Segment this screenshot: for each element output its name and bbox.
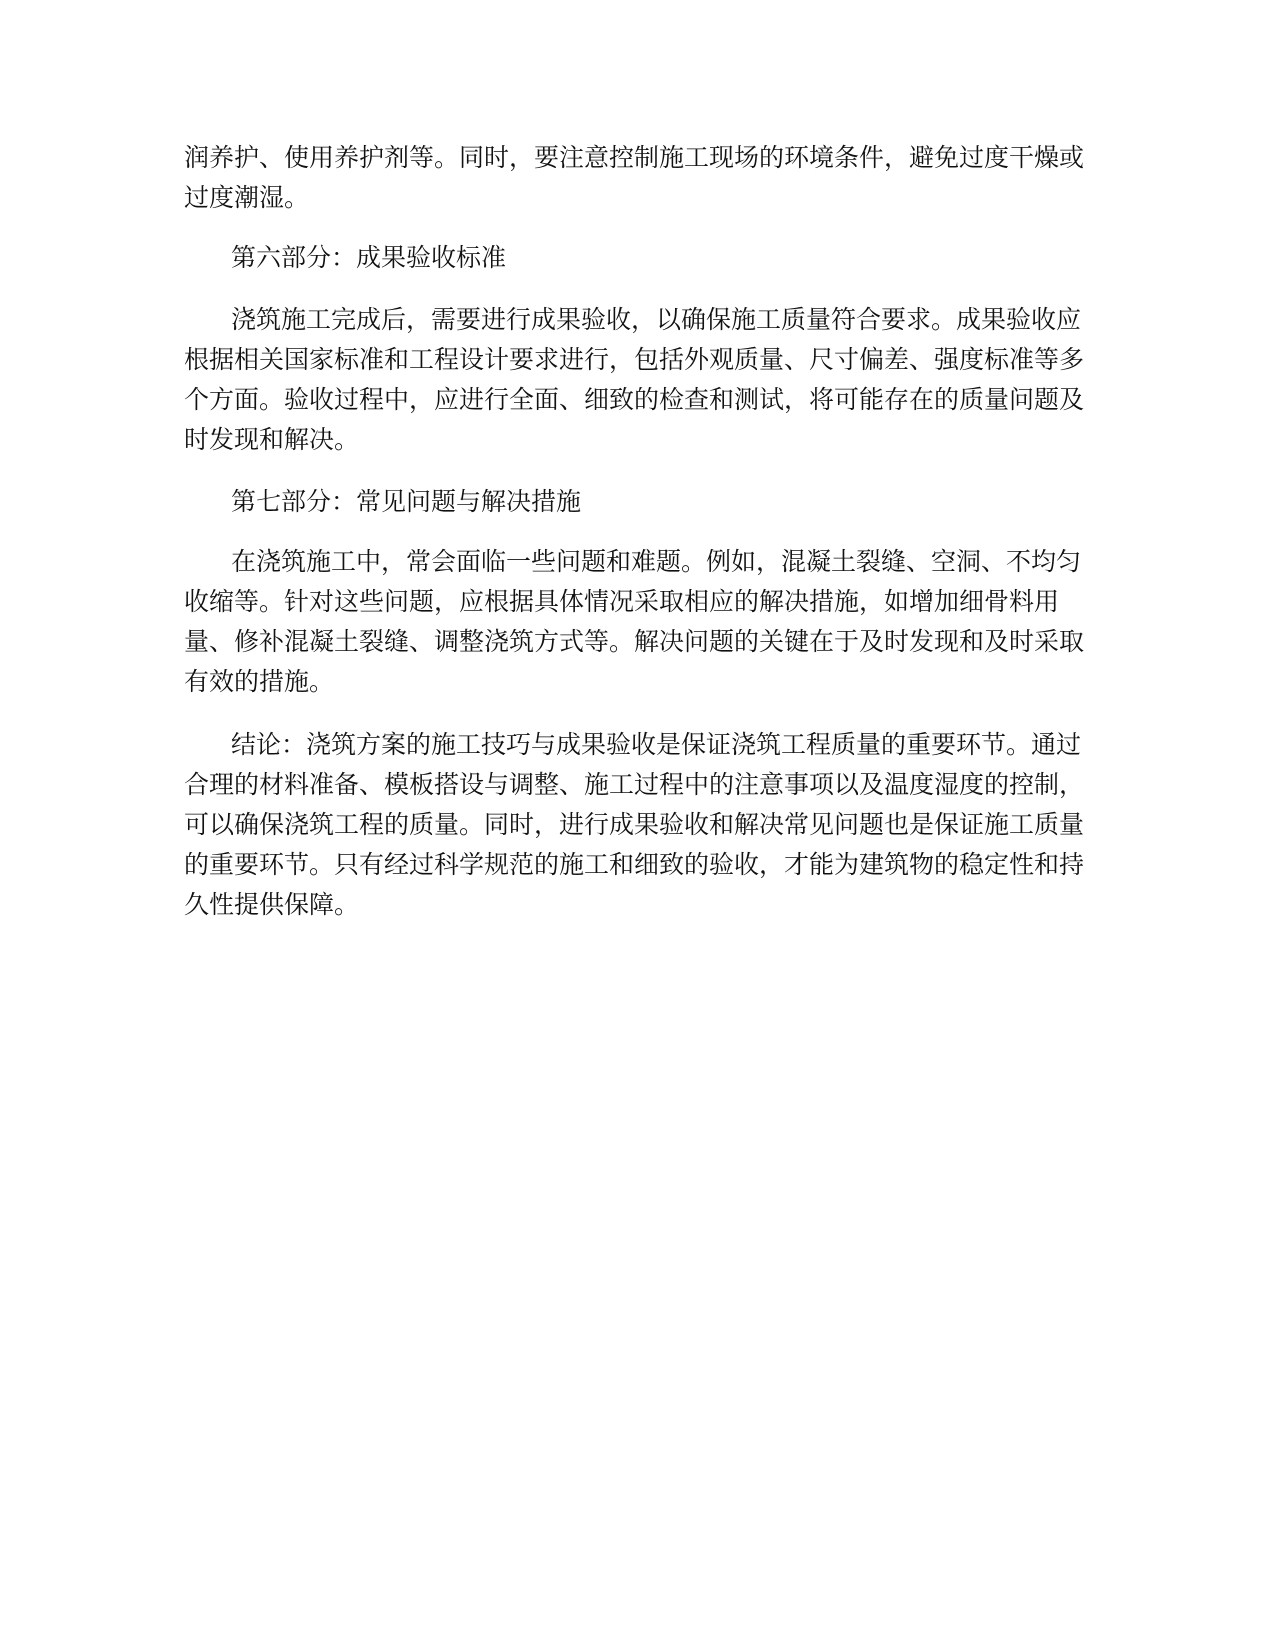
section-heading-6 [184,238,1094,278]
text-line: 可以确保浇筑工程的质量。同时，进行成果验收和解决常见问题也是保证施工质量 [184,810,1085,839]
text-line: 时发现和解决。 [184,425,360,454]
text-line: 收缩等。针对这些问题，应根据具体情况采取相应的解决措施，如增加细骨料用 [184,587,1060,616]
text-line: 结论：浇筑方案的施工技巧与成果验收是保证浇筑工程质量的重要环节。通过 [231,730,1082,759]
text-line: 过度潮湿。 [184,183,310,212]
text-line: 有效的措施。 [184,667,335,696]
text-line: 久性提供保障。 [184,890,360,919]
heading-text: 第六部分：成果验收标准 [231,243,507,272]
text-line: 的重要环节。只有经过科学规范的施工和细致的验收，才能为建筑物的稳定性和持 [184,850,1085,879]
heading-text: 第七部分：常见问题与解决措施 [231,487,582,516]
text-line: 浇筑施工完成后，需要进行成果验收，以确保施工质量符合要求。成果验收应 [231,305,1082,334]
paragraph-common-problems [184,542,1094,702]
section-heading-7 [184,482,1094,522]
paragraph-acceptance [184,300,1094,460]
text-line: 润养护、使用养护剂等。同时，要注意控制施工现场的环境条件，避免过度干燥或 [184,143,1085,172]
text-line: 根据相关国家标准和工程设计要求进行，包括外观质量、尺寸偏差、强度标准等多 [184,345,1085,374]
text-line: 在浇筑施工中，常会面临一些问题和难题。例如，混凝土裂缝、空洞、不均匀 [231,547,1082,576]
paragraph-conclusion [184,725,1094,925]
text-line: 合理的材料准备、模板搭设与调整、施工过程中的注意事项以及温度湿度的控制， [184,770,1085,799]
text-line: 量、修补混凝土裂缝、调整浇筑方式等。解决问题的关键在于及时发现和及时采取 [184,627,1085,656]
paragraph-curing-continued [184,138,1094,218]
text-line: 个方面。验收过程中，应进行全面、细致的检查和测试，将可能存在的质量问题及 [184,385,1085,414]
